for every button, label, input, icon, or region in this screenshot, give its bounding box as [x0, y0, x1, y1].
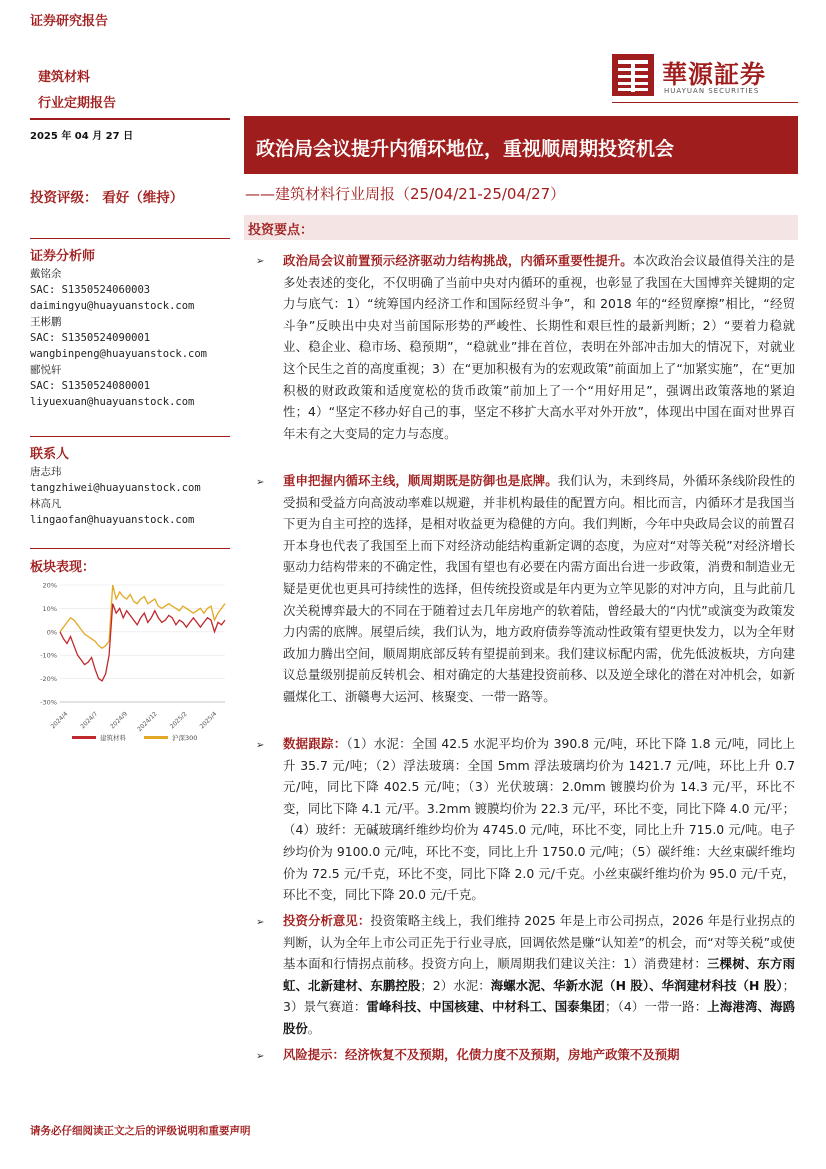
- key-point-4-body: 投资策略主线上，我们维持 2025 年是上市公司拐点，2026 年是行业拐点的判断，认为全年上市公司正先于行业寻底，回调依然是赚“认知差”的机会，而“对等关税”或使基本面和行情拐点前移。投资方向上，顺周期我们建议关注：1）消费建材：: [283, 913, 795, 972]
- sector-performance-chart: [30, 577, 230, 749]
- logo-name-cn: 華源証券: [662, 60, 767, 89]
- key-points-band: [244, 215, 798, 240]
- key-point-4-text: ；3）景气赛道：: [283, 977, 795, 1015]
- key-point-3: [283, 733, 795, 906]
- contact-name: 林高凡: [30, 498, 62, 510]
- key-point-1-lead: 政治局会议前置预示经济驱动力结构挑战，内循环重要性提升。: [283, 253, 633, 268]
- legend-swatch: [144, 736, 168, 739]
- report-date: 2025 年 04 月 27 日: [30, 131, 134, 142]
- series-line: [60, 585, 225, 648]
- key-point-2-body: 我们认为，未到终局，外循环条线阶段性的受损和受益方向高波动率难以规避，并非机构最佳的配置方向。相比而言，内循环才是我国当下更为自主可控的选择，是相对收益更为稳健的方向。我们判断，今年中央政局会议的前置召开本身也代表了我国至上而下对经济动能结构重新定调的态度，为应对“对等关税”对经济增长驱动力结构带来的不确定性，我国有望也有必要在内需方面出台进一步政策，消费和制造业无疑是更优也更具可持续性的选择，但传统投资或是年内更为立竿见影的对冲方向，且与此前几次关税博弈最大的不同在于随着过去几年房地产的软着陆，曾经最大的“内忧”或演变为政策发力内需的底牌。展望后续，我们认为，地方政府债券等流动性政策有望更快发力，以为全年财政加力腾出空间，顺周期底部反转有望提前到来。我们建议标配内需，优先低波板块，方向建议总量级别提前反转机会、相对确定的大基建投资前移、以及逆全球化的潜在对冲机会，如新疆煤化工、浙赣粤大运河、核聚变、一带一路等。: [283, 473, 796, 704]
- stock-picks-consumer: 三棵树、东方雨虹、北新建材、东鹏控股: [283, 956, 796, 993]
- y-tick-label: 0%: [46, 628, 57, 637]
- x-tick-label: 2025/4: [198, 710, 219, 731]
- logo-mark-icon: [612, 54, 654, 96]
- title-band: [244, 116, 798, 174]
- legend-label: 建筑材料: [100, 734, 126, 742]
- analyst-email[interactable]: daimingyu@huayuanstock.com: [30, 300, 195, 312]
- stock-picks-prosperity: 雷峰科技、中国核建、中材科工、国泰集团: [366, 999, 605, 1015]
- analyst-email[interactable]: liyuexuan@huayuanstock.com: [30, 396, 195, 408]
- analyst-name: 王彬鹏: [30, 316, 62, 328]
- report-subtitle: ——建筑材料行业周报（25/04/21-25/04/27）: [245, 185, 566, 203]
- risk-warning: 风险提示：经济恢复不及预期，化债力度不及预期，房地产政策不及预期: [283, 1047, 680, 1062]
- contact-name: 唐志玮: [30, 466, 62, 478]
- analyst-sac: SAC: S1350524060003: [30, 284, 151, 296]
- bullet-icon: ➢: [256, 740, 265, 751]
- key-point-2-lead: 重申把握内循环主线，顺周期既是防御也是底牌。: [283, 473, 558, 488]
- key-point-4-text: 。: [307, 1020, 321, 1036]
- key-point-1-body: 本次政治会议最值得关注的是多处表述的变化，不仅明确了当前中央对内循环的重视，也彰显了我国在大国博弈关键期的定力与底气：1）“统筹国内经济工作和国际经贸斗争”，和 2018 年的“经贸摩擦”相比，“经贸斗争”反映出中央对当前国际形势的严峻性、长期性和艰巨性的最新判断；2）“要着力稳就业、稳企业、稳市场、稳预期”，“稳就业”排在首位，表明在外部冲击加大的情况下，对就业这个民生之首的高度重视；3）在“更加积极有为的宏观政策”前面加上了“加紧实施”，在“更加积极的财政政策和适度宽松的货币政策”前加上了一个“用好用足”，强调出政策落地的紧迫性；4）“坚定不移办好自己的事，坚定不移扩大高水平对外开放”，体现出中国在面对世界百年未有之大变局的定力与态度。: [283, 253, 796, 441]
- x-tick-label: 2024/7: [79, 710, 100, 731]
- analyst-sac: SAC: S1350524090001: [30, 332, 151, 344]
- contact-email[interactable]: tangzhiwei@huayuanstock.com: [30, 482, 201, 494]
- key-point-5: [283, 1044, 795, 1066]
- rating-value: 看好（维持）: [102, 190, 184, 206]
- key-point-4-lead: 投资分析意见：: [283, 913, 371, 928]
- x-tick-label: 2025/2: [168, 710, 189, 731]
- header-rule: [612, 102, 798, 103]
- analyst-sac: SAC: S1350524080001: [30, 380, 151, 392]
- investment-rating: [30, 186, 183, 206]
- analyst-list: [30, 266, 207, 410]
- key-point-3-lead: 数据跟踪：: [283, 736, 347, 751]
- performance-heading: 板块表现：: [30, 560, 96, 575]
- contact-email[interactable]: lingaofan@huayuanstock.com: [30, 514, 195, 526]
- bullet-icon: ➢: [256, 477, 265, 488]
- contacts-heading: 联系人: [30, 447, 70, 462]
- rating-label: 投资评级：: [30, 190, 98, 206]
- company-logo: [612, 54, 798, 100]
- category-line-2: 行业定期报告: [38, 96, 117, 111]
- x-tick-label: 2024/4: [49, 710, 70, 731]
- report-title: 政治局会议提升内循环地位，重视顺周期投资机会: [256, 138, 675, 160]
- legend-swatch: [72, 736, 96, 739]
- legend-label: 沪深300: [172, 734, 198, 742]
- y-tick-label: 10%: [42, 604, 57, 613]
- key-point-2: [283, 470, 795, 708]
- performance-divider: [30, 548, 230, 549]
- bullet-icon: ➢: [256, 917, 265, 928]
- analyst-name: 戴铭余: [30, 268, 62, 280]
- key-point-4: [283, 910, 795, 1040]
- bullet-icon: ➢: [256, 256, 265, 267]
- logo-name-en: HUAYUAN SECURITIES: [664, 87, 760, 95]
- contact-list: [30, 464, 201, 528]
- x-tick-label: 2024/9: [109, 710, 130, 731]
- footer-disclaimer: 请务必仔细阅读正文之后的评级说明和重要声明: [30, 1125, 251, 1137]
- left-header-rule: [30, 118, 230, 120]
- y-tick-label: -10%: [40, 651, 57, 660]
- analysts-heading: 证券分析师: [30, 249, 96, 264]
- key-point-4-text: ；2）水泥：: [420, 977, 491, 993]
- key-point-1: [283, 250, 795, 444]
- stock-picks-belt-road: 上海港湾、海鸥股份: [283, 999, 796, 1036]
- key-point-4-text: ；（4）一带一路：: [604, 999, 708, 1015]
- analyst-divider: [30, 238, 230, 239]
- series-line: [60, 604, 225, 681]
- analyst-email[interactable]: wangbinpeng@huayuanstock.com: [30, 348, 208, 360]
- report-type-label: 证券研究报告: [30, 14, 109, 29]
- y-tick-label: -20%: [40, 675, 57, 684]
- category-line-1: 建筑材料: [38, 70, 91, 85]
- y-tick-label: 20%: [42, 581, 57, 590]
- y-tick-label: -30%: [40, 698, 57, 707]
- contacts-divider: [30, 436, 230, 437]
- key-point-3-body: （1）水泥：全国 42.5 水泥平均价为 390.8 元/吨，环比下降 1.8 元/吨，同比上升 35.7 元/吨；（2）浮法玻璃：全国 5mm 浮法玻璃均价为 1421.7 元/吨，环比上升 0.7 元/吨，同比下降 402.5 元/吨；（3）光伏玻璃：2.0mm 镀膜均价为 14.3 元/平，环比不变，同比下降 4.1 元/平。3.2mm 镀膜均价为 22.3 元/平，环比不变，同比下降 4.0 元/平；（4）玻纤：无碱玻璃纤维纱均价为 4745.0 元/吨，环比不变，同比上升 715.0 元/吨。电子纱均价为 9100.0 元/吨，环比不变，同比上升 1750.0 元/吨；（5）碳纤维：大丝束碳纤维均价为 72.5 元/千克，环比不变，同比下降 2.0 元/千克。小丝束碳纤维均价为 95.0 元/千克，环比不变，同比下降 20.0 元/千克。: [283, 736, 795, 903]
- bullet-icon: ➢: [256, 1051, 265, 1062]
- key-points-heading: 投资要点：: [248, 223, 314, 238]
- stock-picks-cement: 海螺水泥、华新水泥（H 股）、华润建材科技（H 股）: [490, 977, 783, 993]
- x-tick-label: 2024/12: [136, 710, 159, 734]
- analyst-name: 郦悦轩: [30, 364, 62, 376]
